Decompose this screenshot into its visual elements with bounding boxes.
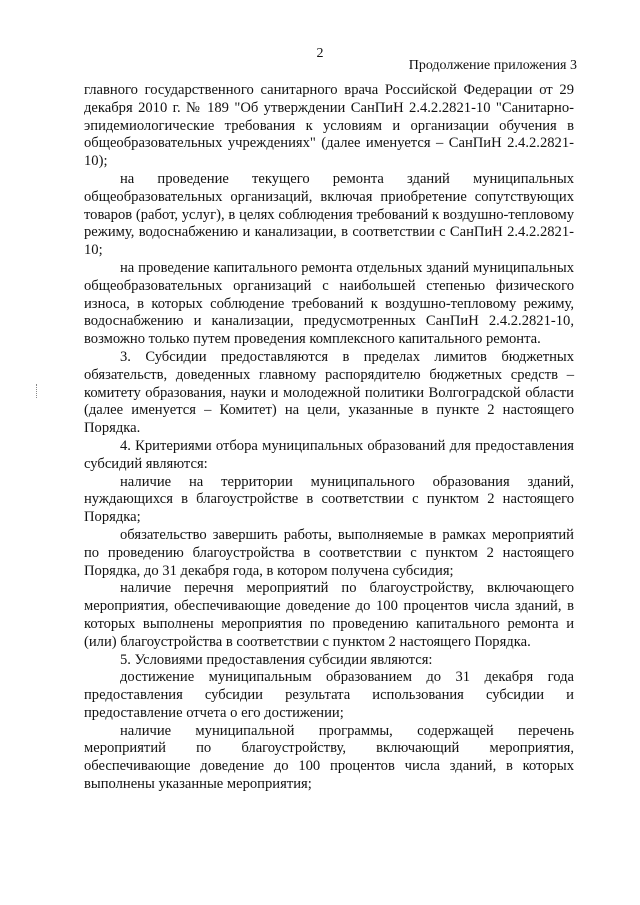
paragraph: на проведение капитального ремонта отдельных зданий муниципальных общеобразовательных организаций с наибольшей степенью физического износа, в которых соблюдение требований к воздушно-тепловому режиму, водоснабжению и канализации, предусмотренных СанПиН 2.4.2.2821-10, возможно только путем проведения комплексного капитального ремонта. <box>84 259 574 348</box>
paragraph: 3. Субсидии предоставляются в пределах лимитов бюджетных обязательств, доведенных главному распорядителю бюджетных средств – комитету образования, науки и молодежной политики Волгоградской области (далее именуется – Комитет) на цели, указанные в пункте 2 настоящего Порядка. <box>84 348 574 437</box>
paragraph: главного государственного санитарного врача Российской Федерации от 29 декабря 2010 г. № 189 "Об утверждении СанПиН 2.4.2.2821-10 "Санитарно-эпидемиологические требования к условиям и организации обучения в общеобразовательных учреждениях" (далее именуется – СанПиН 2.4.2.2821-10); <box>84 82 574 170</box>
continuation-label: Продолжение приложения 3 <box>408 58 577 73</box>
paragraph: 5. Условиями предоставления субсидии являются: <box>120 651 433 668</box>
paragraph: обязательство завершить работы, выполняемые в рамках мероприятий по проведению благоустройства в соответствии с пунктом 2 настоящего Порядка, до 31 декабря года, в котором получена субсидия; <box>84 526 574 579</box>
paragraph: на проведение текущего ремонта зданий муниципальных общеобразовательных организаций, включая приобретение сопутствующих товаров (работ, услуг), в целях соблюдения требований к воздушно-тепловому режиму, водоснабжению и канализации, в соответствии с СанПиН 2.4.2.2821-10; <box>84 170 574 259</box>
paragraph: достижение муниципальным образованием до 31 декабря года предоставления субсидии результата использования субсидии и предоставление отчета о его достижении; <box>84 669 574 721</box>
paragraph: наличие муниципальной программы, содержащей перечень мероприятий по благоустройству, включающий мероприятия, обеспечивающие доведение до 100 процентов числа зданий, в которых выполнены указанные мероприятия; <box>84 722 574 793</box>
paragraph: наличие на территории муниципального образования зданий, нуждающихся в благоустройстве в соответствии с пунктом 2 настоящего Порядка; <box>84 473 574 526</box>
paragraph: наличие перечня мероприятий по благоустройству, включающего мероприятия, обеспечивающие доведение до 100 процентов числа зданий, в которых выполнены мероприятия по проведению капитального ремонта и (или) благоустройства в соответствии с пунктом 2 настоящего Порядка. <box>84 580 574 650</box>
margin-mark <box>36 384 38 398</box>
document-body <box>84 82 574 794</box>
paragraph: 4. Критериями отбора муниципальных образований для предоставления субсидий являются: <box>84 437 574 472</box>
page-number: 2 <box>316 46 324 61</box>
